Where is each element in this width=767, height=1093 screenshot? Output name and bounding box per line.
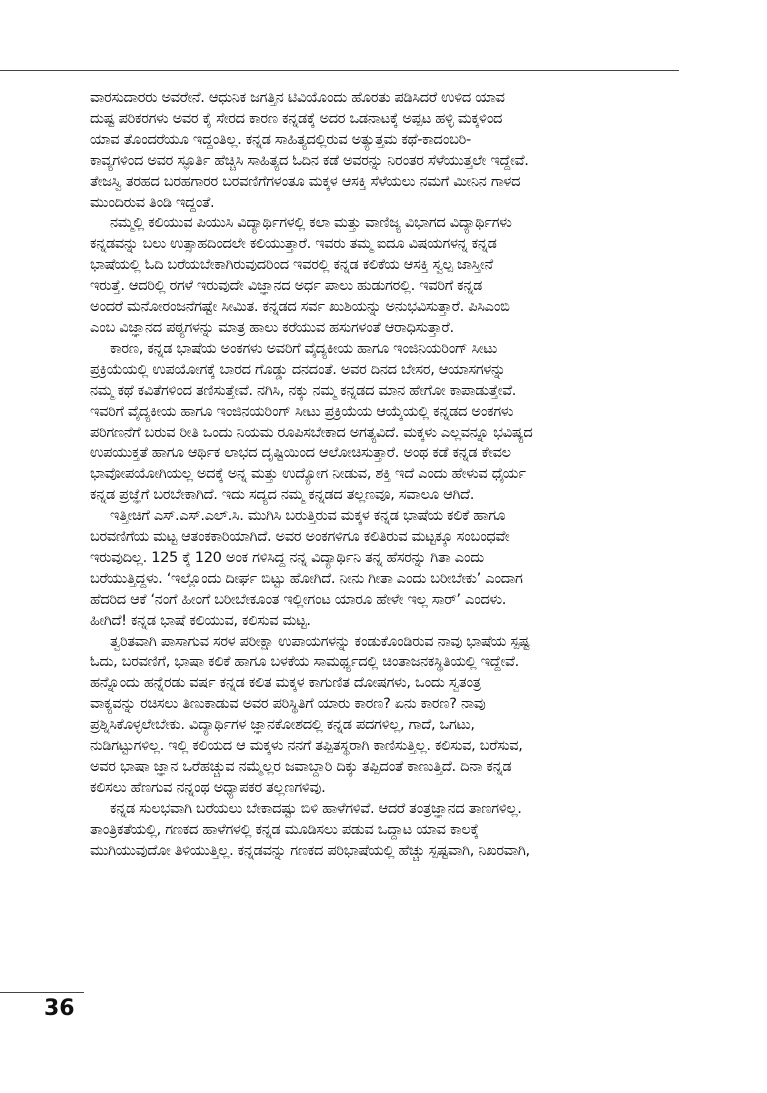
footer-rule [0, 992, 84, 993]
text-line: ವಾರಸುದಾರರು ಅವರೇನೆ. ಆಧುನಿಕ ಜಗತ್ತಿನ ಟಿವಿಯೊಂದು ಹೊರತು ಪಡಿಸಿದರೆ ಉಳಿದ ಯಾವ [90, 89, 505, 106]
text-line: ಭಾವೋಪಯೋಗಿಯಲ್ಲ ಅದಕ್ಕೆ ಅನ್ನ ಮತ್ತು ಉದ್ಯೋಗ ನೀಡುವ, ಶಕ್ತಿ ಇದೆ ಎಂದು ಹೇಳುವ ಧೈರ್ಯ [90, 465, 526, 483]
text-line: ಹನ್ನೊಂದು ಹನ್ನೆರಡು ವರ್ಷ ಕನ್ನಡ ಕಲಿತ ಮಕ್ಕಳ ಕಾಗುಣಿತ ದೋಷಗಳು, ಒಂದು ಸ್ವತಂತ್ರ [90, 674, 481, 692]
article-body [90, 88, 682, 862]
text-line: ಪರಿಗಣನೆಗೆ ಬರುವ ರೀತಿ ಒಂದು ನಿಯಮ ರೂಪಿಸಬೇಕಾದ ಅಗತ್ಯವಿದೆ. ಮಕ್ಕಳು ಎಲ್ಲವನ್ನೂ ಭವಿಷ್ಯದ [90, 423, 533, 441]
text-line: ಹೆದರಿದ ಆಕೆ ‘ನಂಗೆ ಹೀಂಗೆ ಬರೀಬೇಕೂಂತ ಇಲ್ಲೀಗಂಟ ಯಾರೂ ಹೇಳೇ ಇಲ್ಲ ಸಾರ್’ ಎಂದಳು. [90, 590, 507, 608]
text-line: ಮುಂದಿರುವ ತಿಂಡಿ ಇದ್ದಂತೆ. [90, 193, 215, 211]
text-line: ಎಂಬ ವಿಜ್ಞಾನದ ಪಠ್ಯಗಳನ್ನು ಮಾತ್ರ ಹಾಲು ಕರೆಯುವ ಹಸುಗಳಂತೆ ಆರಾಧಿಸುತ್ತಾರೆ. [90, 318, 454, 336]
text-line: ಭಾಷೆಯಲ್ಲಿ ಓದಿ ಬರೆಯಬೇಕಾಗಿರುವುದರಿಂದ ಇವರಲ್ಲಿ ಕನ್ನಡ ಕಲಿಕೆಯ ಆಸಕ್ತಿ ಸ್ವಲ್ಪ ಜಾಸ್ತೀನೆ [90, 256, 493, 274]
text-line: ನಮ್ಮಲ್ಲಿ ಕಲಿಯುವ ಪಿಯುಸಿ ವಿದ್ಯಾರ್ಥಿಗಳಲ್ಲಿ ಕಲಾ ಮತ್ತು ವಾಣಿಜ್ಯ ವಿಭಾಗದ ವಿದ್ಯಾರ್ಥಿಗಳು [110, 214, 512, 232]
paragraph-1 [90, 88, 682, 213]
text-line: ವಾಕ್ಯವನ್ನು ರಚಿಸಲು ತಿಣುಕಾಡುವ ಅವರ ಪರಿಸ್ಥಿತಿಗೆ ಯಾರು ಕಾರಣ? ಏನು ಕಾರಣ? ನಾವು [90, 695, 486, 713]
text-line: ಕನ್ನಡ ಸುಲಭವಾಗಿ ಬರೆಯಲು ಬೇಕಾದಷ್ಟು ಬಿಳಿ ಹಾಳೆಗಳಿವೆ. ಆದರೆ ತಂತ್ರಜ್ಞಾನದ ತಾಣಗಳಿಲ್ಲ. [110, 799, 522, 817]
paragraph-4 [90, 506, 682, 631]
top-rule [0, 70, 679, 71]
text-line: ಇರುತ್ತೆ. ಆದರಿಲ್ಲಿ ರಗಳೆ ಇರುವುದೇ ವಿಜ್ಞಾನದ ಅರ್ಧ ಪಾಲು ಹುಡುಗರಲ್ಲಿ. ಇವರಿಗೆ ಕನ್ನಡ [90, 277, 483, 295]
text-line: ಬರೆಯುತ್ತಿದ್ದಳು. ‘ಇಲ್ಲೊಂದು ದೀರ್ಘ ಬಿಟ್ಟು ಹೋಗಿದೆ. ನೀನು ಗೀತಾ ಎಂದು ಬರೀಬೇಕು’ ಎಂದಾಗ [90, 569, 523, 587]
paragraph-6 [90, 799, 682, 862]
text-line: ಅವರ ಭಾಷಾ ಜ್ಞಾನ ಒರೆಹಚ್ಚುವ ನಮ್ಮೆಲ್ಲರ ಜವಾಬ್ದಾರಿ ದಿಕ್ಕು ತಪ್ಪಿದಂತೆ ಕಾಣುತ್ತಿದೆ. ದಿನಾ ಕನ್ನಡ [90, 758, 512, 775]
paragraph-5 [90, 632, 682, 799]
text-line: ತೇಜಸ್ವಿ ತರಹದ ಬರಹಗಾರರ ಬರವಣಿಗೆಗಳಂತೂ ಮಕ್ಕಳ ಆಸಕ್ತಿ ಸೆಳೆಯಲು ನಮಗೆ ಮೀನಿನ ಗಾಳದ [90, 172, 521, 190]
text-line: ಉಪಯುಕ್ತತೆ ಹಾಗೂ ಆರ್ಥಿಕ ಲಾಭದ ದೃಷ್ಟಿಯಿಂದ ಆಲೋಚಿಸುತ್ತಾರೆ. ಅಂಥ ಕಡೆ ಕನ್ನಡ ಕೇವಲ [90, 444, 511, 462]
text-line: ಇವರಿಗೆ ವೈದ್ಯಕೀಯ ಹಾಗೂ ಇಂಜಿನಯರಿಂಗ್ ಸೀಟು ಪ್ರಕ್ರಿಯೆಯ ಆಯ್ಕೆಯಲ್ಲಿ ಕನ್ನಡದ ಅಂಕಗಳು [90, 402, 514, 420]
text-line: ತಾಂತ್ರಿಕತೆಯಲ್ಲಿ, ಗಣಕದ ಹಾಳೆಗಳಲ್ಲಿ ಕನ್ನಡ ಮೂಡಿಸಲು ಪಡುವ ಒದ್ದಾಟ ಯಾವ ಕಾಲಕ್ಕೆ [90, 820, 479, 838]
text-line: ಓದು, ಬರವಣಿಗೆ, ಭಾಷಾ ಕಲಿಕೆ ಹಾಗೂ ಬಳಕೆಯ ಸಾಮರ್ಥ್ಯದಲ್ಲಿ ಚಿಂತಾಜನಕಸ್ಥಿತಿಯಲ್ಲಿ ಇದ್ದೇವೆ. [90, 653, 519, 671]
text-line: ನುಡಿಗಟ್ಟುಗಳಿಲ್ಲ. ಇಲ್ಲಿ ಕಲಿಯದ ಆ ಮಕ್ಕಳು ನನಗೆ ತಪ್ಪಿತಸ್ಥರಾಗಿ ಕಾಣಿಸುತ್ತಿಲ್ಲ. ಕಲಿಸುವ, ಬರೆಸುವ, [90, 737, 523, 755]
paragraph-3 [90, 339, 682, 506]
text-line: ಕನ್ನಡ ಪ್ರಜ್ಞೆಗೆ ಬರಬೇಕಾಗಿದೆ. ಇದು ಸದ್ಯದ ನಮ್ಮ ಕನ್ನಡದ ತಲ್ಲಣವೂ, ಸವಾಲೂ ಆಗಿದೆ. [90, 486, 475, 504]
text-line: ಇರುವುದಿಲ್ಲ. 125 ಕ್ಕೆ 120 ಅಂಕ ಗಳಿಸಿದ್ದ ನನ್ನ ವಿದ್ಯಾರ್ಥಿನಿ ತನ್ನ ಹೆಸರನ್ನು ಗಿತಾ ಎಂದು [90, 548, 484, 566]
text-line: ತ್ವರಿತವಾಗಿ ಪಾಸಾಗುವ ಸರಳ ಪರೀಕ್ಷಾ ಉಪಾಯಗಳನ್ನು ಕಂಡುಕೊಂಡಿರುವ ನಾವು ಭಾಷೆಯ ಸ್ಪಷ್ಟ [110, 632, 530, 650]
text-line: ಬರವಣಿಗೆಯ ಮಟ್ಟ ಆತಂಕಕಾರಿಯಾಗಿದೆ. ಅವರ ಅಂಕಗಳಿಗೂ ಕಲಿತಿರುವ ಮಟ್ಟಕ್ಕೂ ಸಂಬಂಧವೇ [90, 528, 510, 546]
text-line: ಕಾವ್ಯಗಳಿಂದ ಅವರ ಸ್ಫೂರ್ತಿ ಹೆಚ್ಚಿಸಿ ಸಾಹಿತ್ಯದ ಓದಿನ ಕಡೆ ಅವರನ್ನು ನಿರಂತರ ಸೆಳೆಯುತ್ತಲೇ ಇದ್ದೇವೆ. [90, 151, 529, 169]
text-line: ನಮ್ಮ ಕಥೆ ಕವಿತೆಗಳಿಂದ ತಣಿಸುತ್ತೇವೆ. ನಗಿಸಿ, ನಕ್ಕು ನಮ್ಮ ಕನ್ನಡದ ಮಾನ ಹೇಗೋ ಕಾಪಾಡುತ್ತೇವೆ. [90, 381, 517, 399]
text-line: ಕಲಿಸಲು ಹೆಣಗುವ ನನ್ನಂಥ ಅಧ್ಯಾಪಕರ ತಲ್ಲಣಗಳಿವು. [90, 778, 326, 796]
text-line: ಇತ್ತೀಚಿಗೆ ಎಸ್.ಎಸ್.ಎಲ್.ಸಿ. ಮುಗಿಸಿ ಬರುತ್ತಿರುವ ಮಕ್ಕಳ ಕನ್ನಡ ಭಾಷೆಯ ಕಲಿಕೆ ಹಾಗೂ [110, 507, 506, 525]
text-line: ಕನ್ನಡವನ್ನು ಬಲು ಉತ್ಸಾಹದಿಂದಲೇ ಕಲಿಯುತ್ತಾರೆ. ಇವರು ತಮ್ಮ ಐದೂ ವಿಷಯಗಳನ್ನ ಕನ್ನಡ [90, 235, 497, 253]
text-line: ಪ್ರಕ್ರಿಯೆಯಲ್ಲಿ ಉಪಯೋಗಕ್ಕೆ ಬಾರದ ಗೊಡ್ಡು ದನದಂತೆ. ಅವರ ದಿನದ ಬೇಸರ, ಆಯಾಸಗಳನ್ನು [90, 360, 506, 378]
text-line: ಯಾವ ತೊಂದರೆಯೂ ಇದ್ದಂತಿಲ್ಲ. ಕನ್ನಡ ಸಾಹಿತ್ಯದಲ್ಲಿರುವ ಅತ್ಯುತ್ತಮ ಕಥೆ-ಕಾದಂಬರಿ- [90, 130, 471, 148]
text-line: ಕಾರಣ, ಕನ್ನಡ ಭಾಷೆಯ ಅಂಕಗಳು ಅವರಿಗೆ ವೈದ್ಯಕೀಯ ಹಾಗೂ ಇಂಜಿನಿಯರಿಂಗ್ ಸೀಟು [110, 339, 498, 357]
text-line: ಅಂದರೆ ಮನೋರಂಜನೆಗಷ್ಟೇ ಸೀಮಿತ. ಕನ್ನಡದ ಸರ್ವ ಖುಶಿಯನ್ನು ಅನುಭವಿಸುತ್ತಾರೆ. ಪಿಸಿಎಂಬಿ [90, 298, 510, 316]
text-line: ಪ್ರಶ್ನಿಸಿಕೊಳ್ಳಲೇಬೇಕು. ವಿದ್ಯಾರ್ಥಿಗಳ ಜ್ಞಾನಕೋಶದಲ್ಲಿ ಕನ್ನಡ ಪದಗಳಿಲ್ಲ, ಗಾದೆ, ಒಗಟು, [90, 716, 475, 734]
text-line: ಹೀಗಿದೆ! ಕನ್ನಡ ಭಾಷೆ ಕಲಿಯುವ, ಕಲಿಸುವ ಮಟ್ಟ. [90, 611, 311, 629]
paragraph-2 [90, 213, 682, 338]
text-line: ದುಷ್ಟ ಪರಿಕರಗಳು ಅವರ ಕೈ ಸೇರದ ಕಾರಣ ಕನ್ನಡಕ್ಕೆ ಅದರ ಒಡನಾಟಕ್ಕೆ ಅಪ್ಪಟ ಹಳ್ಳಿ ಮಕ್ಕಳಿಂದ [90, 109, 503, 127]
text-line: ಮುಗಿಯುವುದೋ ತಿಳಿಯುತ್ತಿಲ್ಲ. ಕನ್ನಡವನ್ನು ಗಣಕದ ಪರಿಭಾಷೆಯಲ್ಲಿ ಹೆಚ್ಚು ಸ್ಪಷ್ಟವಾಗಿ, ನಿಖರವಾಗಿ, [90, 841, 530, 859]
page-number: 36 [44, 996, 75, 1021]
